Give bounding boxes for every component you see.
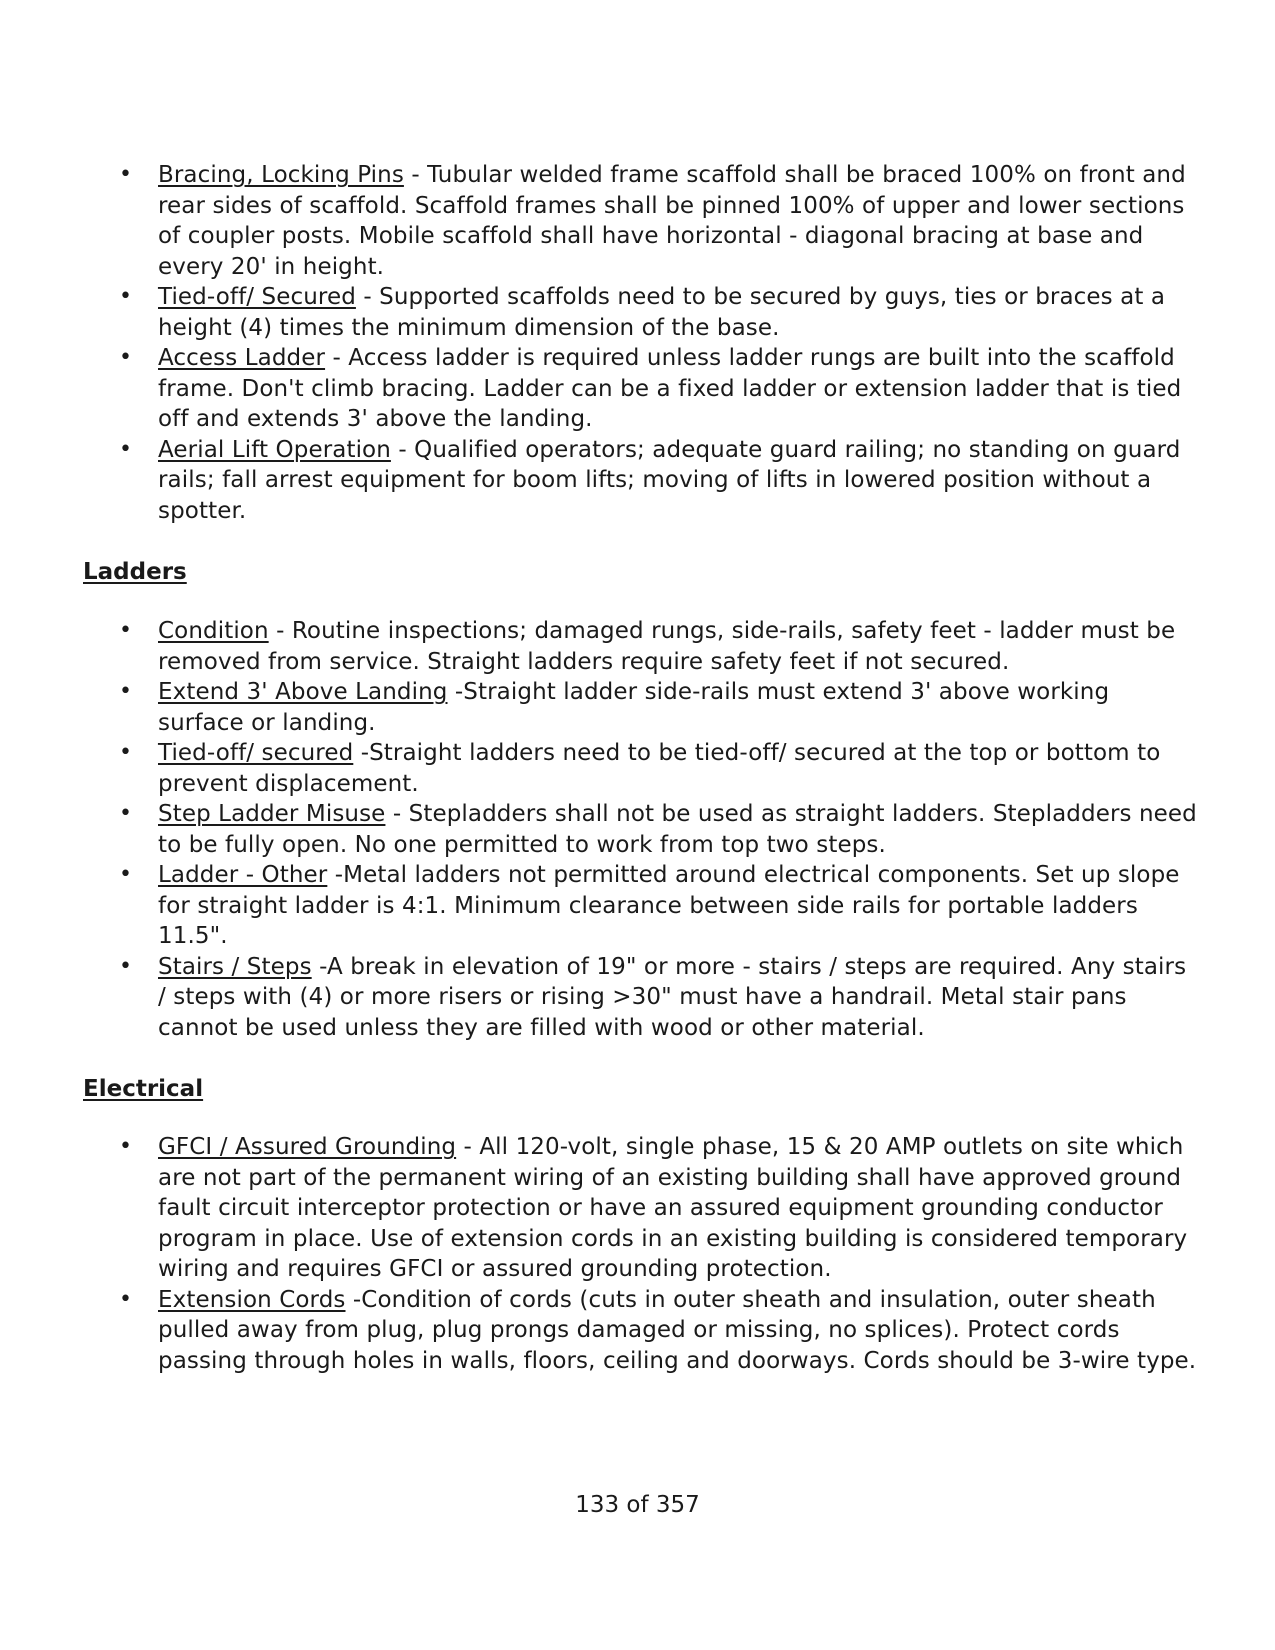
list-item xyxy=(83,677,1198,738)
item-term: Extension Cords xyxy=(158,1286,346,1313)
electrical-heading: Electrical xyxy=(83,1076,204,1102)
item-term: Ladder - Other xyxy=(158,862,328,888)
item-text: -A break in elevation of 19" or more - stairs / steps are required. Any stairs / steps with (4) or more risers or rising >30" must have a handrail. Metal stair pans cannot be used unless they are filled with wood or other material. xyxy=(158,953,1187,1041)
item-term: Bracing, Locking Pins xyxy=(158,162,404,188)
item-text: - Access ladder is required unless ladder rungs are built into the scaffold frame. Don't climb bracing. Ladder can be a fixed ladder or extension ladder that is tied off and extends 3' above the landing. xyxy=(158,345,1182,432)
item-term: Tied-off/ Secured xyxy=(158,284,356,310)
item-text: - Routine inspections; damaged rungs, side-rails, safety feet - ladder must be removed from service. Straight ladders require safety feet if not secured. xyxy=(158,618,1176,675)
list-item xyxy=(83,435,1198,527)
list-item xyxy=(83,343,1198,435)
list-item xyxy=(83,1132,1198,1285)
item-text: - All 120-volt, single phase, 15 & 20 AMP outlets on site which are not part of the permanent wiring of an existing building shall have approved ground fault circuit interceptor protection or have an assured equipment grounding conductor program in place. Use of extension cords in an existing building is considered temporary wiring and requires GFCI or assured grounding protection. xyxy=(158,1134,1188,1282)
item-text: - Stepladders shall not be used as straight ladders. Stepladders need to be fully open. No one permitted to work from top two steps. xyxy=(158,801,1197,858)
item-text: - Supported scaffolds need to be secured by guys, ties or braces at a height (4) times the minimum dimension of the base. xyxy=(158,284,1166,341)
item-term: Aerial Lift Operation xyxy=(158,436,391,463)
ladders-list xyxy=(83,616,1198,1043)
item-term: Step Ladder Misuse xyxy=(158,801,386,827)
item-text: -Straight ladders need to be tied-off/ secured at the top or bottom to prevent displacement. xyxy=(158,740,1161,797)
item-text: -Metal ladders not permitted around electrical components. Set up slope for straight ladder is 4:1. Minimum clearance between side rails for portable ladders 11.5". xyxy=(158,862,1180,949)
list-item xyxy=(83,860,1198,952)
list-item xyxy=(83,799,1198,860)
list-item xyxy=(83,282,1198,343)
scaffold-list xyxy=(83,160,1198,526)
item-text: - Tubular welded frame scaffold shall be braced 100% on front and rear sides of scaffold. Scaffold frames shall be pinned 100% of upper and lower sections of coupler posts. Mobile scaffold shall have horizontal - diagonal bracing at base and every 20' in height. xyxy=(158,162,1186,280)
list-item xyxy=(83,160,1198,282)
item-term: Access Ladder xyxy=(158,345,326,371)
item-text: - Qualified operators; adequate guard railing; no standing on guard rails; fall arrest equipment for boom lifts; moving of lifts in lowered position without a spotter. xyxy=(158,436,1181,524)
list-item xyxy=(83,738,1198,799)
item-term: Extend 3' Above Landing xyxy=(158,679,448,705)
ladders-section xyxy=(83,616,1198,1043)
item-text: -Straight ladder side-rails must extend 3' above working surface or landing. xyxy=(158,679,1110,736)
ladders-heading: Ladders xyxy=(83,559,187,585)
item-term: Stairs / Steps xyxy=(158,953,312,980)
item-text: -Condition of cords (cuts in outer sheath and insulation, outer sheath pulled away from plug, plug prongs damaged or missing, no splices). Protect cords passing through holes in walls, floors, ceiling and doorways. Cords should be 3-wire type. xyxy=(158,1286,1197,1374)
item-term: Condition xyxy=(158,618,269,644)
electrical-section xyxy=(83,1132,1198,1376)
item-term: GFCI / Assured Grounding xyxy=(158,1134,457,1160)
list-item xyxy=(83,1285,1198,1377)
electrical-list xyxy=(83,1132,1198,1376)
scaffold-section xyxy=(83,160,1198,526)
list-item xyxy=(83,952,1198,1044)
item-term: Tied-off/ secured xyxy=(158,740,354,766)
page-number: 133 of 357 xyxy=(575,1492,700,1518)
list-item xyxy=(83,616,1198,677)
